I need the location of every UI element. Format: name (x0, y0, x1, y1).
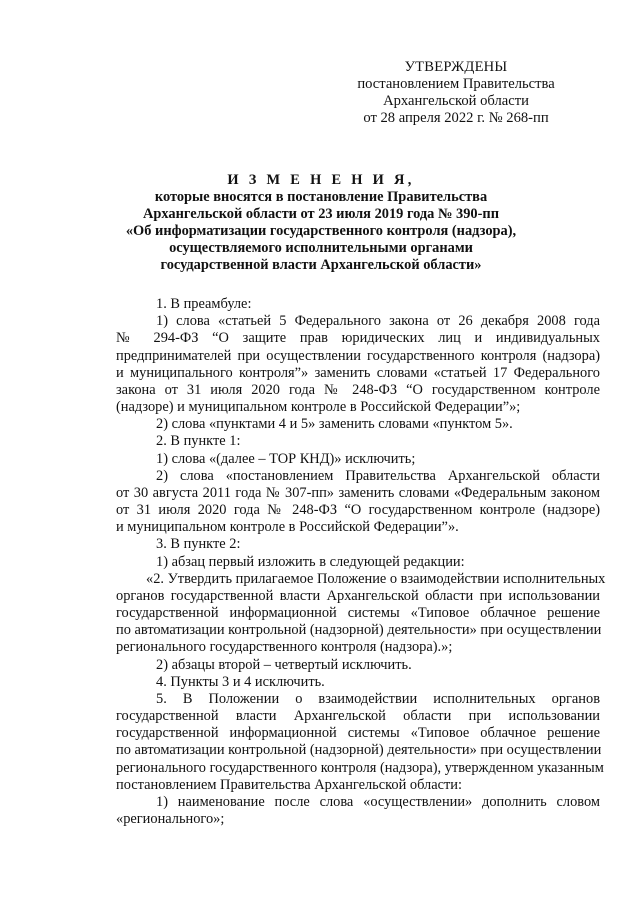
paragraph-line: 2) слова «пунктами 4 и 5» заменить словами «пунктом 5». (156, 416, 513, 433)
approval-line: Архангельской области (383, 93, 529, 109)
title-line: которые вносятся в постановление Правительства (154, 189, 488, 205)
paragraph-line: и муниципальном контроле в Российской Федерации”». (116, 519, 459, 536)
paragraph-line: государственной информационной системы «Типовое облачное решение (116, 725, 600, 742)
paragraph-line: государственной власти Архангельской области при использовании (116, 708, 600, 725)
paragraph-line: предпринимателей при осуществлении государственного контроля (надзора) (116, 347, 600, 364)
paragraph-line: закона от 31 июля 2020 года № 248-ФЗ “О государственном контроле (116, 381, 600, 398)
paragraph-line: по автоматизации контрольной (надзорной) деятельности» при осуществлении (116, 622, 602, 639)
approval-stamp (330, 59, 582, 127)
paragraph-line: № 294-ФЗ “О защите прав юридических лиц и индивидуальных (116, 330, 600, 347)
title-heading: И З М Е Н Е Н И Я, (227, 172, 415, 188)
paragraph-line: 5. В Положении о взаимодействии исполнительных органов (156, 690, 600, 707)
paragraph-line: от 31 июля 2020 года № 248-ФЗ “О государственном контроле (надзоре) (116, 502, 600, 519)
paragraph-line: 1) слова «статьей 5 Федерального закона от 26 декабря 2008 года (156, 313, 600, 330)
paragraph-line: 2) слова «постановлением Правительства Архангельской области (156, 467, 600, 484)
title-line: «Об информатизации государственного контроля (надзора), (125, 223, 517, 239)
paragraph-line: «2. Утвердить прилагаемое Положение о взаимодействии исполнительных (146, 570, 606, 587)
paragraph-line: регионального государственного контроля (надзора).»; (116, 639, 453, 656)
title-line: государственной власти Архангельской области» (160, 257, 482, 273)
paragraph-line: регионального государственного контроля (надзора), утвержденном указанным (116, 759, 604, 776)
paragraph-line: 2. В пункте 1: (156, 433, 241, 450)
approval-line: от 28 апреля 2022 г. № 268-пп (363, 110, 549, 126)
paragraph-line: 1) наименование после слова «осуществлении» дополнить словом (156, 793, 600, 810)
approval-heading: УТВЕРЖДЕНЫ (404, 59, 508, 75)
paragraph-line: (надзоре) и муниципальном контроле в Российской Федерации”»; (116, 399, 521, 416)
paragraph-line: «регионального»; (116, 811, 225, 828)
paragraph-line: 1) абзац первый изложить в следующей редакции: (156, 553, 465, 570)
paragraph-line: 2) абзацы второй – четвертый исключить. (156, 656, 412, 673)
title-line: осуществляемого исполнительными органами (169, 240, 473, 256)
paragraph-line: 1. В преамбуле: (156, 296, 252, 312)
paragraph-line: постановлением Правительства Архангельской области: (116, 776, 462, 793)
paragraph-line: от 30 августа 2011 года № 307-пп» заменить словами «Федеральным законом (116, 484, 600, 501)
paragraph-line: и муниципального контроля”» заменить словами «статьей 17 Федерального (116, 364, 600, 381)
approval-line: постановлением Правительства (357, 76, 555, 92)
paragraph-line: 1) слова «(далее – ТОР КНД)» исключить; (156, 450, 416, 467)
paragraph-line: 3. В пункте 2: (156, 536, 241, 553)
paragraph-line: 4. Пункты 3 и 4 исключить. (156, 673, 325, 690)
paragraph-line: органов государственной власти Архангельской области при использовании (116, 587, 600, 604)
title-line: Архангельской области от 23 июля 2019 года № 390-пп (143, 206, 499, 222)
document-body (116, 296, 606, 828)
paragraph-line: государственной информационной системы «Типовое облачное решение (116, 605, 600, 622)
paragraph-line: по автоматизации контрольной (надзорной) деятельности» при осуществлении (116, 742, 602, 759)
document-title (118, 172, 524, 274)
